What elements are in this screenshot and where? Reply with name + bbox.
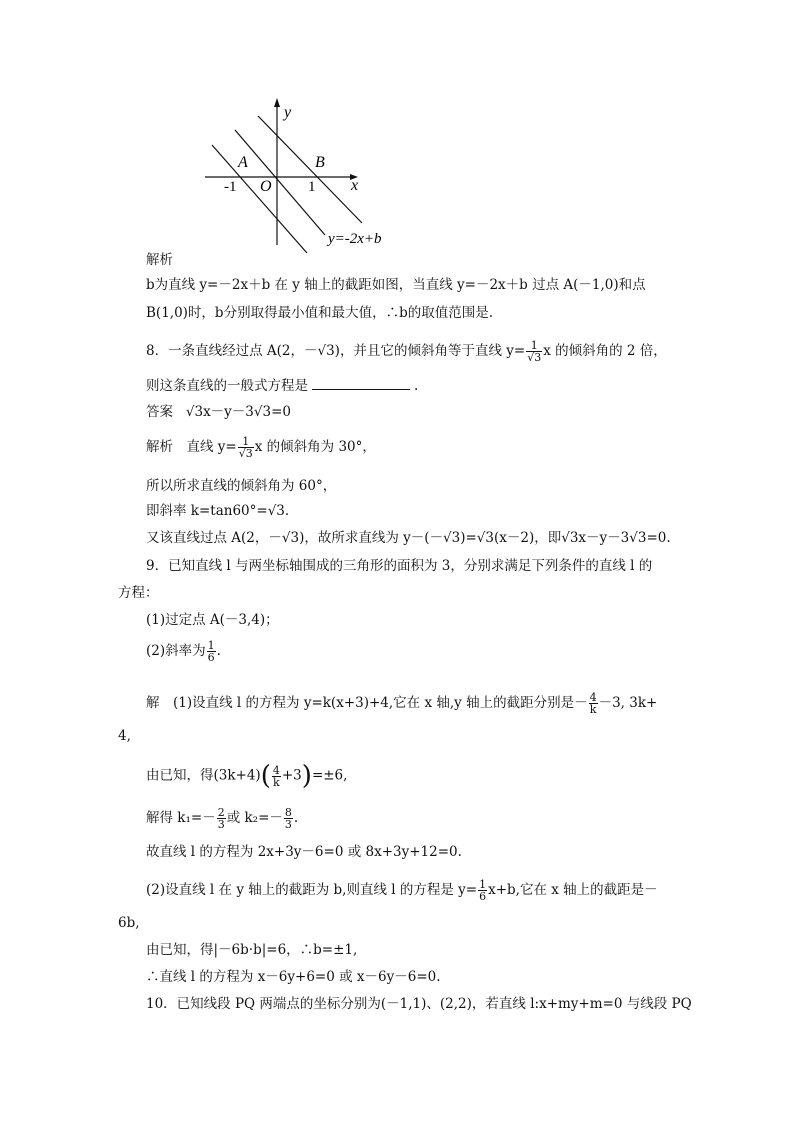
q8-answer-line [146,403,291,421]
q8-jiexi-frac-num: 1 [238,436,254,448]
parallel-line-1 [212,145,307,253]
q8-frac-num: 1 [526,340,542,352]
q9-stem-1: 9．已知直线 l 与两坐标轴围成的三角形的面积为 3，分别求满足下列条件的直线 l 的 [146,558,653,574]
p7-line-2: B(1,0)时，b分别取得最小值和最大值，∴b的取值范围是. [146,305,493,321]
q9-c2-num: 1 [207,639,215,652]
point-b-label: B [315,154,325,171]
q9-s2-num: 4 [272,763,280,777]
q9-solution-3 [146,807,298,830]
q9-s2-den: k [273,775,280,789]
q9-s3-b: 或 k₂=－ [226,810,283,826]
line-equation-label: y=-2x+b [328,231,382,247]
q9-s3-num2: 8 [284,806,292,819]
q9-s1-wrap: 4, [118,728,131,744]
q9-s5-b: x+b,它在 x 轴上的截距是－ [488,882,658,898]
q9-s1-a: 解 (1)设直线 l 的方程为 y=k(x+3)+4,它在 x 轴,y 轴上的截距分别是－ [146,695,588,711]
q9-solution-1 [146,692,657,715]
q9-s1-den: k [589,703,597,716]
q9-s3-fraction-1 [217,807,226,830]
q9-s5-num: 1 [479,878,487,891]
q8-jiexi-fraction [238,436,254,459]
q9-c2-b: . [216,643,221,659]
q8-jiexi-frac-den: √3 [238,447,253,460]
q9-s1-b: －3, 3k+ [598,695,658,711]
neg-one-label: -1 [224,179,237,195]
q9-s5-fraction [478,879,487,902]
coordinate-figure [200,95,410,253]
q9-condition-2 [146,640,221,663]
p7-line-1: b为直线 y=－2x＋b 在 y 轴上的截距如图，当直线 y=－2x＋b 过点 A(－1,0)和点 [146,277,646,293]
q8-line-5: 又该直线过点 A(2，－√3)，故所求直线为 y－(－√3)=√3(x－2)，即√3x－y－3√3=0. [146,530,671,546]
q8-stem-line2-end: . [414,378,419,394]
q9-solution-2 [146,763,347,789]
q8-stem-line2-text: 则这条直线的一般式方程是 [146,378,308,394]
q9-s5-a: (2)设直线 l 在 y 轴上的截距为 b,则直线 l 的方程是 y= [146,882,478,898]
origin-label: O [260,178,272,195]
q9-s3-den2: 3 [284,818,292,831]
q9-solution-7: ∴直线 l 的方程为 x－6y+6=0 或 x－6y－6=0. [146,969,441,985]
one-label: 1 [308,179,316,195]
q9-s3-c: . [293,810,299,826]
q9-s1-num: 4 [589,691,597,704]
q8-stem-b: x 的倾斜角的 2 倍， [543,343,667,359]
q9-s1-fraction [589,692,598,715]
q8-frac-den: √3 [527,351,542,364]
q8-answer-label: 答案 [146,404,173,420]
parallel-line-3 [258,116,362,223]
q9-s5-den: 6 [479,890,487,903]
q9-c2-den: 6 [207,651,215,664]
q9-c2-fraction [207,640,216,663]
q8-line-4: 即斜率 k=tan60°=√3. [146,503,290,519]
q8-answer-blank [312,376,410,390]
q8-jiexi-b: x 的倾斜角为 30°， [254,439,376,455]
q9-s2-fraction [272,765,281,788]
x-axis-label: x [351,177,359,194]
q9-stem-2: 方程： [118,585,159,601]
q8-stem-a: 8．一条直线经过点 A(2，－√3)，并且它的倾斜角等于直线 y= [146,343,526,359]
y-axis-label: y [284,104,292,121]
point-a-label: A [238,154,248,171]
q9-solution-5 [146,879,658,902]
q10-stem: 10．已知线段 PQ 两端点的坐标分别为(－1,1)、(2,2)，若直线 l:x+my+m=0 与线段 PQ [146,996,692,1012]
q8-line-3: 所以所求直线的倾斜角为 60°， [146,478,337,494]
q9-condition-1: (1)过定点 A(－3,4)； [146,612,279,628]
q9-s2-b: +3 [281,767,302,784]
q9-s2-a: 由已知，得(3k+4) [146,767,261,784]
q9-c2-a: (2)斜率为 [146,643,206,659]
q9-s3-a: 解得 k₁=－ [146,810,216,826]
right-paren: ) [301,761,312,791]
q8-jiexi-a: 解析 直线 y= [146,439,237,455]
q9-s2-c: =±6, [311,767,348,784]
jiexi-label: 解析 [146,252,173,268]
q8-answer: √3x－y－3√3=0 [185,404,291,420]
q9-solution-4: 故直线 l 的方程为 2x+3y－6=0 或 8x+3y+12=0. [146,844,462,860]
q9-s3-num1: 2 [217,806,225,819]
left-paren: ( [260,761,271,791]
q8-jiexi [146,436,376,459]
q9-s3-den1: 3 [217,818,225,831]
q9-s3-fraction-2 [284,807,293,830]
y-axis-arrow [274,98,280,107]
q8-fraction [526,340,542,363]
q9-solution-6: 由已知，得|－6b·b|=6，∴b=±1, [146,942,358,958]
q8-stem [146,340,667,363]
q8-stem-line-2 [146,376,418,395]
q9-s5-wrap: 6b, [118,915,140,931]
